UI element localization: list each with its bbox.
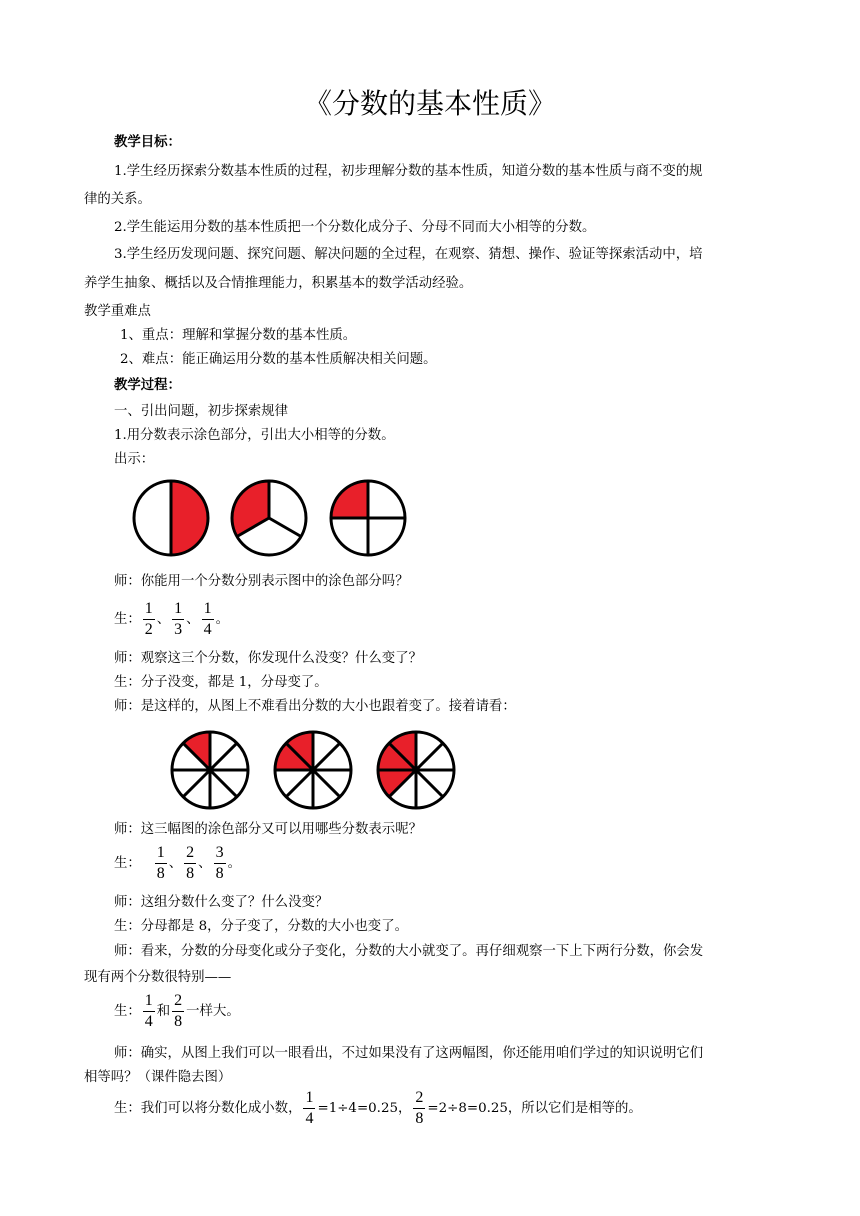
- student-answer-6-suffix: 一样大。: [186, 1004, 240, 1019]
- student-answer-2: 生：分子没变，都是 1，分母变了。: [114, 675, 328, 690]
- key-point-2: 2、难点：能正确运用分数的基本性质解决相关问题。: [120, 352, 437, 367]
- fraction-one-quarter-2: $\frac{1}{4}$: [305, 1089, 314, 1127]
- circle-half-shaded-sector: [171, 481, 208, 555]
- student-answer-4: [114, 842, 241, 886]
- answer-1-fraction-separator: 、: [156, 612, 171, 627]
- answer-1-fraction-2: $\frac{1}{3}$: [174, 600, 183, 638]
- show-label: 出示：: [114, 452, 155, 467]
- answer-4-fraction-3: $\frac{3}{8}$: [215, 844, 224, 882]
- answer-4-fraction-separator: 。: [227, 856, 241, 871]
- circle-half: [134, 481, 208, 555]
- student-answer-6: [114, 990, 240, 1034]
- step-1: 1.用分数表示涂色部分，引出大小相等的分数。: [114, 428, 395, 443]
- process-heading: 教学过程：: [114, 377, 181, 393]
- student-answer-6-prefix: 生：: [114, 1004, 141, 1019]
- student-answer-1: [114, 598, 229, 642]
- teacher-statement-7-line-1: 师：确实，从图上我们可以一眼看出，不过如果没有了这两幅图，你还能用咱们学过的知识说明它们: [114, 1046, 704, 1061]
- answer-4-fraction-separator: 、: [198, 856, 212, 871]
- objective-1-line-1: 1.学生经历探索分数基本性质的过程，初步理解分数的基本性质，知道分数的基本性质与商不变的规: [114, 164, 703, 179]
- answer-1-fraction-separator: 。: [215, 612, 229, 627]
- fraction-two-eighths: $\frac{2}{8}$: [174, 992, 183, 1030]
- circle-two-eighths: [275, 732, 351, 808]
- answer-4-fraction-1: $\frac{1}{8}$: [156, 844, 165, 882]
- circle-three-eighths: [378, 732, 454, 808]
- teacher-statement-6-line-2: 现有两个分数很特别——: [84, 970, 232, 985]
- student-answer-6-mid: 和: [156, 1004, 171, 1019]
- answer-4-fraction-separator: 、: [168, 856, 183, 871]
- circle-third: [232, 481, 306, 555]
- answer-1-fraction-separator: 、: [186, 612, 200, 627]
- student-answer-1-fractions: [141, 600, 229, 638]
- objective-1-line-2: 律的关系。: [84, 192, 151, 207]
- student-answer-7-eq-1: =1÷4=0.25，: [317, 1101, 412, 1116]
- answer-4-fraction-2: $\frac{2}{8}$: [186, 844, 195, 882]
- key-points-heading: 教学重难点: [84, 304, 151, 319]
- objective-3-line-1: 3.学生经历发现问题、探究问题、解决问题的全过程，在观察、猜想、操作、验证等探索活动中，培: [114, 247, 703, 262]
- teacher-question-4: 师：这三幅图的涂色部分又可以用哪些分数表示呢？: [114, 822, 422, 837]
- key-point-1: 1、重点：理解和掌握分数的基本性质。: [120, 328, 357, 343]
- answer-1-fraction-1: $\frac{1}{2}$: [144, 600, 153, 638]
- circle-row-1: [130, 478, 412, 558]
- teacher-question-1: 师：你能用一个分数分别表示图中的涂色部分吗？: [114, 574, 409, 589]
- fraction-two-eighths-2: $\frac{2}{8}$: [415, 1089, 424, 1127]
- objectives-heading: 教学目标：: [114, 134, 181, 150]
- circle-one-eighth: [172, 732, 248, 808]
- document-title: 《分数的基本性质》: [303, 87, 556, 120]
- answer-1-fraction-3: $\frac{1}{4}$: [203, 600, 212, 638]
- student-answer-1-prefix: 生：: [114, 612, 141, 627]
- fraction-one-quarter: $\frac{1}{4}$: [144, 992, 153, 1030]
- circle-row-1-group: [134, 481, 405, 555]
- student-answer-4-fractions: [153, 844, 241, 882]
- teacher-question-5: 师：这组分数什么变了？什么没变？: [114, 895, 329, 910]
- student-answer-5: 生：分母都是 8，分子变了，分数的大小也变了。: [114, 919, 408, 934]
- student-answer-7: [114, 1087, 642, 1131]
- student-answer-7-prefix: 生：我们可以将分数化成小数，: [114, 1101, 302, 1116]
- student-answer-4-prefix: 生：: [114, 856, 141, 871]
- circle-row-2-group: [172, 732, 454, 808]
- student-answer-7-eq-2: =2÷8=0.25，所以它们是相等的。: [427, 1101, 642, 1116]
- section-1-heading: 一、引出问题，初步探索规律: [114, 404, 289, 419]
- circle-quarter: [331, 481, 405, 555]
- objective-2: 2.学生能运用分数的基本性质把一个分数化成分子、分母不同而大小相等的分数。: [114, 220, 596, 235]
- teacher-statement-3: 师：是这样的，从图上不难看出分数的大小也跟着变了。接着请看：: [114, 699, 516, 714]
- teacher-question-2: 师：观察这三个分数，你发现什么没变？什么变了？: [114, 651, 422, 666]
- teacher-statement-6-line-1: 师：看来，分数的分母变化或分子变化，分数的大小就变了。再仔细观察一下上下两行分数，你会发: [114, 944, 704, 959]
- teacher-statement-7-line-2: 相等吗？（课件隐去图）: [84, 1070, 232, 1085]
- circle-row-2: [170, 729, 460, 811]
- objective-3-line-2: 养学生抽象、概括以及合情推理能力，积累基本的数学活动经验。: [84, 276, 473, 291]
